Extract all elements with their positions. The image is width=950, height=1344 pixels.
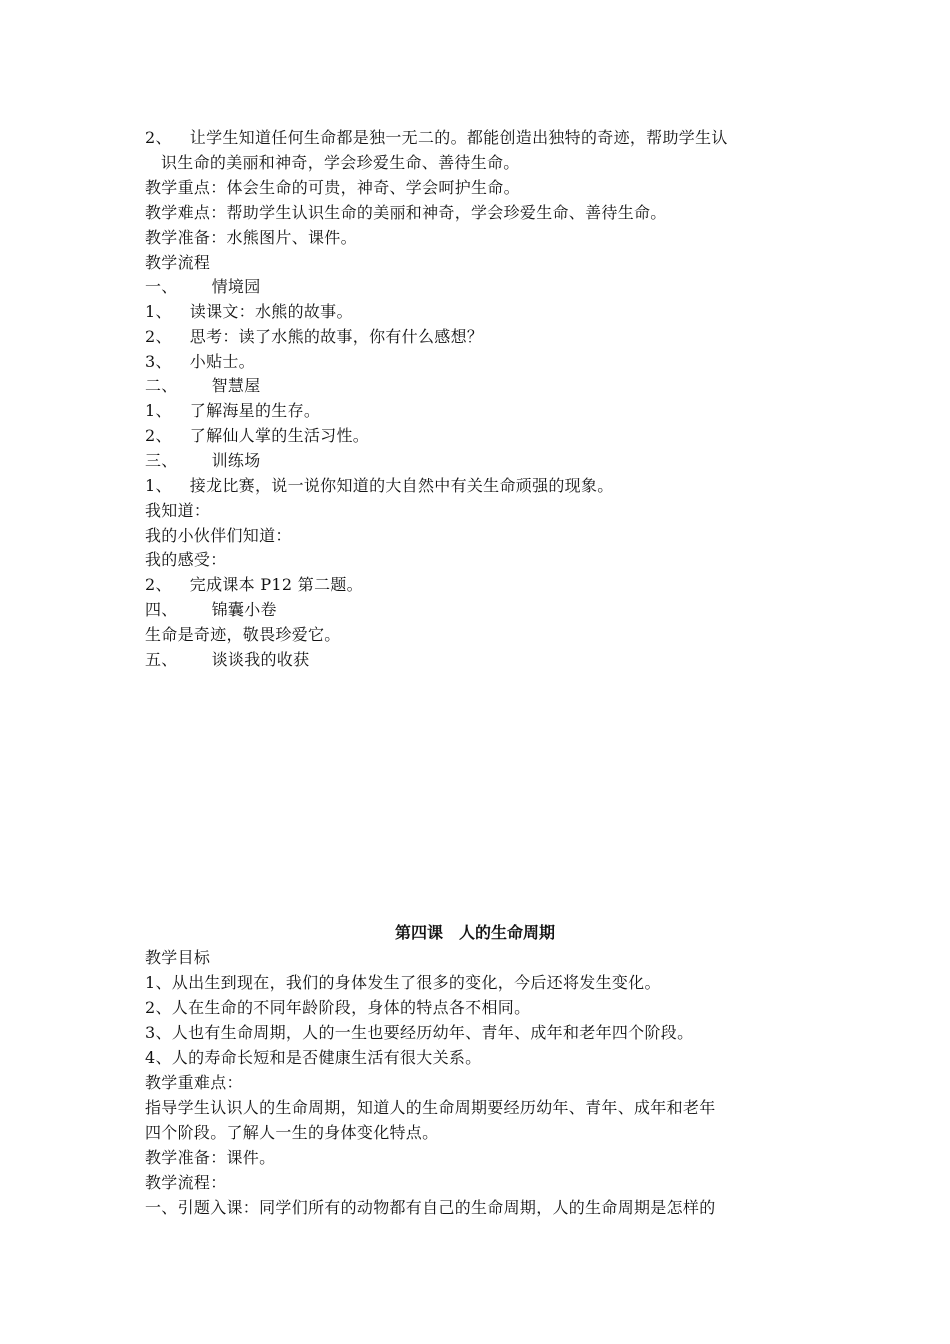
goal-2-line-2: 识生命的美丽和神奇，学会珍爱生命、善待生命。 — [161, 153, 520, 172]
preparation: 教学准备：课件。 — [145, 1148, 276, 1167]
lesson-title: 第四课 人的生命周期 — [394, 923, 555, 942]
flow-heading: 教学流程 — [145, 253, 211, 272]
item-text: 接龙比赛，说一说你知道的大自然中有关生命顽强的现象。 — [189, 476, 614, 495]
section-5-number: 五、 — [145, 650, 178, 669]
item-number: 3、 — [145, 352, 172, 371]
goal-2-text: 让学生知道任何生命都是独一无二的。都能创造出独特的奇迹，帮助学生认 — [189, 128, 728, 147]
goal-item: 3、人也有生命周期，人的一生也要经历幼年、青年、成年和老年四个阶段。 — [145, 1023, 694, 1042]
difficulties: 教学难点：帮助学生认识生命的美丽和神奇，学会珍爱生命、善待生命。 — [145, 203, 667, 222]
preparation: 教学准备：水熊图片、课件。 — [145, 228, 357, 247]
section-2-number: 二、 — [145, 376, 178, 395]
section-5-title: 谈谈我的收获 — [211, 650, 310, 669]
goal-2-number: 2、 — [145, 128, 172, 147]
my-feeling-label: 我的感受： — [145, 550, 227, 569]
goal-item: 2、人在生命的不同年龄阶段，身体的特点各不相同。 — [145, 998, 531, 1017]
list-item — [145, 350, 255, 375]
section-1-number: 一、 — [145, 277, 178, 296]
key-points: 教学重点：体会生命的可贵，神奇、学会呵护生命。 — [145, 178, 520, 197]
item-number: 1、 — [145, 401, 172, 420]
goal-item: 1、从出生到现在，我们的身体发生了很多的变化，今后还将发生变化。 — [145, 973, 661, 992]
section-4-text: 生命是奇迹，敬畏珍爱它。 — [145, 625, 341, 644]
item-number: 2、 — [145, 327, 172, 346]
item-text: 小贴士。 — [189, 352, 255, 371]
section-3-number: 三、 — [145, 451, 178, 470]
item-text: 读课文：水熊的故事。 — [189, 302, 353, 321]
goal-item: 4、人的寿命长短和是否健康生活有很大关系。 — [145, 1048, 482, 1067]
key-difficulties-line-2: 四个阶段。了解人一生的身体变化特点。 — [145, 1123, 439, 1142]
section-2-title: 智慧屋 — [211, 376, 261, 395]
list-item — [145, 399, 320, 424]
section-2-heading — [145, 374, 261, 399]
goal-2-line-1 — [145, 126, 728, 151]
section-4-number: 四、 — [145, 600, 178, 619]
section-5-heading — [145, 648, 309, 673]
friends-know-label: 我的小伙伴们知道： — [145, 526, 292, 545]
key-difficulties-heading: 教学重难点： — [145, 1073, 243, 1092]
list-item — [145, 474, 614, 499]
flow-heading: 教学流程： — [145, 1173, 227, 1192]
i-know-label: 我知道： — [145, 501, 211, 520]
item-text: 完成课本 P12 第二题。 — [189, 575, 363, 594]
item-text: 了解海星的生存。 — [189, 401, 321, 420]
section-3-title: 训练场 — [211, 451, 261, 470]
section-3-heading — [145, 449, 261, 474]
section-4-heading — [145, 598, 277, 623]
list-item — [145, 424, 369, 449]
list-item — [145, 325, 483, 350]
section-1-heading — [145, 275, 261, 300]
item-number: 2、 — [145, 575, 172, 594]
list-item — [145, 300, 353, 325]
key-difficulties-line-1: 指导学生认识人的生命周期，知道人的生命周期要经历幼年、青年、成年和老年 — [145, 1098, 716, 1117]
list-item — [145, 573, 363, 598]
goals-heading: 教学目标 — [145, 948, 211, 967]
item-number: 1、 — [145, 302, 172, 321]
item-number: 2、 — [145, 426, 172, 445]
item-text: 了解仙人掌的生活习性。 — [189, 426, 370, 445]
item-number: 1、 — [145, 476, 172, 495]
section-1-title: 情境园 — [211, 277, 261, 296]
intro-line: 一、引题入课：同学们所有的动物都有自己的生命周期，人的生命周期是怎样的 — [145, 1198, 716, 1217]
item-text: 思考：读了水熊的故事，你有什么感想？ — [189, 327, 484, 346]
section-4-title: 锦囊小卷 — [211, 600, 277, 619]
